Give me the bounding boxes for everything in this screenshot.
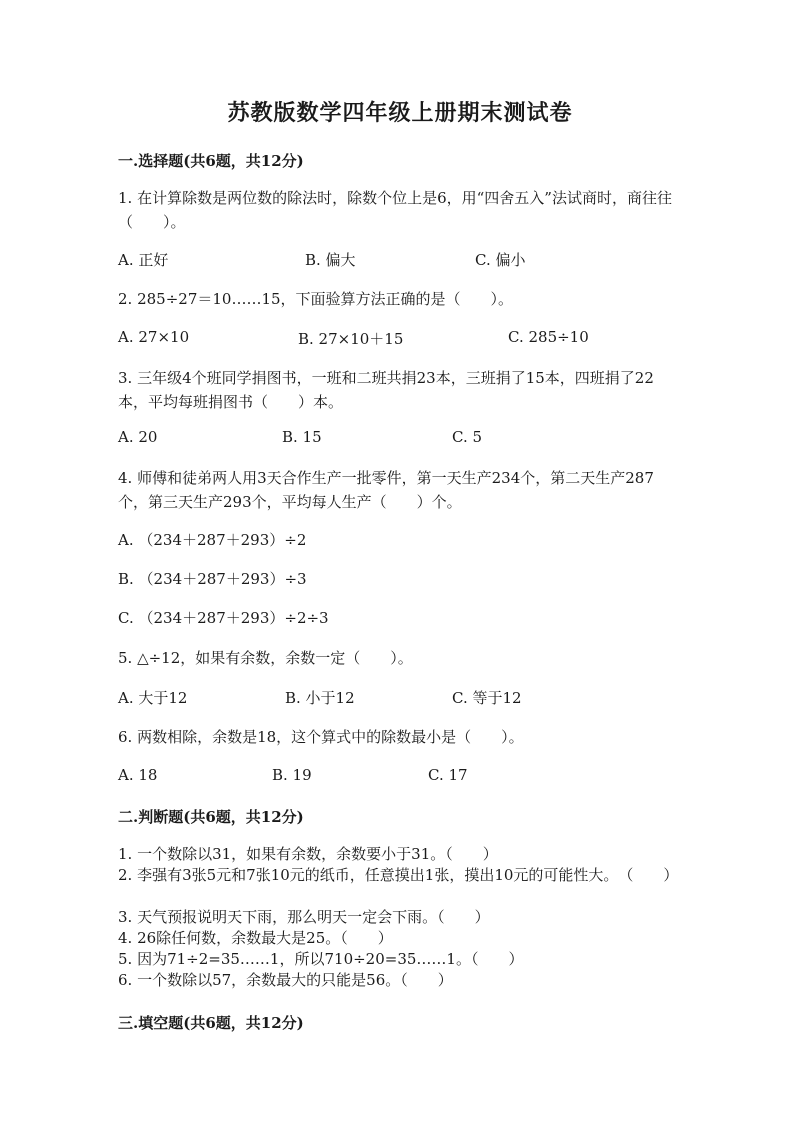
q4-option-b: B. （234＋287＋293）÷3 (118, 570, 307, 588)
q5-option-c: C. 等于12 (452, 689, 522, 707)
judgement-item-1: 1. 一个数除以31，如果有余数，余数要小于31。（ ） (118, 845, 498, 863)
q6-option-b: B. 19 (272, 766, 312, 784)
section-header-fill-in: 三.填空题(共6题，共12分) (118, 1014, 304, 1032)
judgement-item-5: 5. 因为71÷2=35……1，所以710÷20=35……1。（ ） (118, 950, 524, 968)
q1-option-a: A. 正好 (118, 251, 169, 269)
question-4: 4. 师傅和徒弟两人用3天合作生产一批零件，第一天生产234个，第二天生产287个，第三天生产293个，平均每人生产（ ）个。 (118, 469, 654, 511)
q2-option-a: A. 27×10 (118, 328, 190, 346)
q6-option-c: C. 17 (428, 766, 468, 784)
question-6: 6. 两数相除，余数是18，这个算式中的除数最小是（ ）。 (118, 728, 524, 746)
judgement-item-4: 4. 26除任何数，余数最大是25。（ ） (118, 929, 393, 947)
q2-option-b: B. 27×10＋15 (298, 330, 404, 348)
question-2: 2. 285÷27＝10……15，下面验算方法正确的是（ ）。 (118, 290, 514, 308)
q1-option-b: B. 偏大 (305, 251, 356, 269)
q3-option-c: C. 5 (452, 428, 483, 446)
question-5: 5. △÷12，如果有余数，余数一定（ ）。 (118, 649, 413, 667)
judgement-item-6: 6. 一个数除以57，余数最大的只能是56。（ ） (118, 971, 453, 989)
q4-option-c: C. （234＋287＋293）÷2÷3 (118, 609, 329, 627)
judgement-item-2: 2. 李强有3张5元和7张10元的纸币，任意摸出1张，摸出10元的可能性大。 （ ） (118, 866, 679, 884)
question-1: 1. 在计算除数是两位数的除法时，除数个位上是6，用“四舍五入”法试商时，商往往（ ）。 (118, 189, 672, 231)
judgement-item-3: 3. 天气预报说明天下雨，那么明天一定会下雨。（ ） (118, 908, 490, 926)
page-title: 苏教版数学四年级上册期末测试卷 (227, 100, 573, 126)
q6-option-a: A. 18 (118, 766, 158, 784)
q1-option-c: C. 偏小 (475, 251, 526, 269)
question-3: 3. 三年级4个班同学捐图书，一班和二班共捐23本，三班捐了15本，四班捐了22本，平均每班捐图书（ ）本。 (118, 369, 654, 411)
section-header-choice: 一.选择题(共6题，共12分) (118, 152, 304, 170)
q5-option-b: B. 小于12 (285, 689, 355, 707)
q4-option-a: A. （234＋287＋293）÷2 (118, 531, 307, 549)
q3-option-a: A. 20 (118, 428, 158, 446)
q5-option-a: A. 大于12 (118, 689, 188, 707)
section-header-judgement: 二.判断题(共6题，共12分) (118, 808, 304, 826)
q3-option-b: B. 15 (282, 428, 322, 446)
q2-option-c: C. 285÷10 (508, 328, 589, 346)
